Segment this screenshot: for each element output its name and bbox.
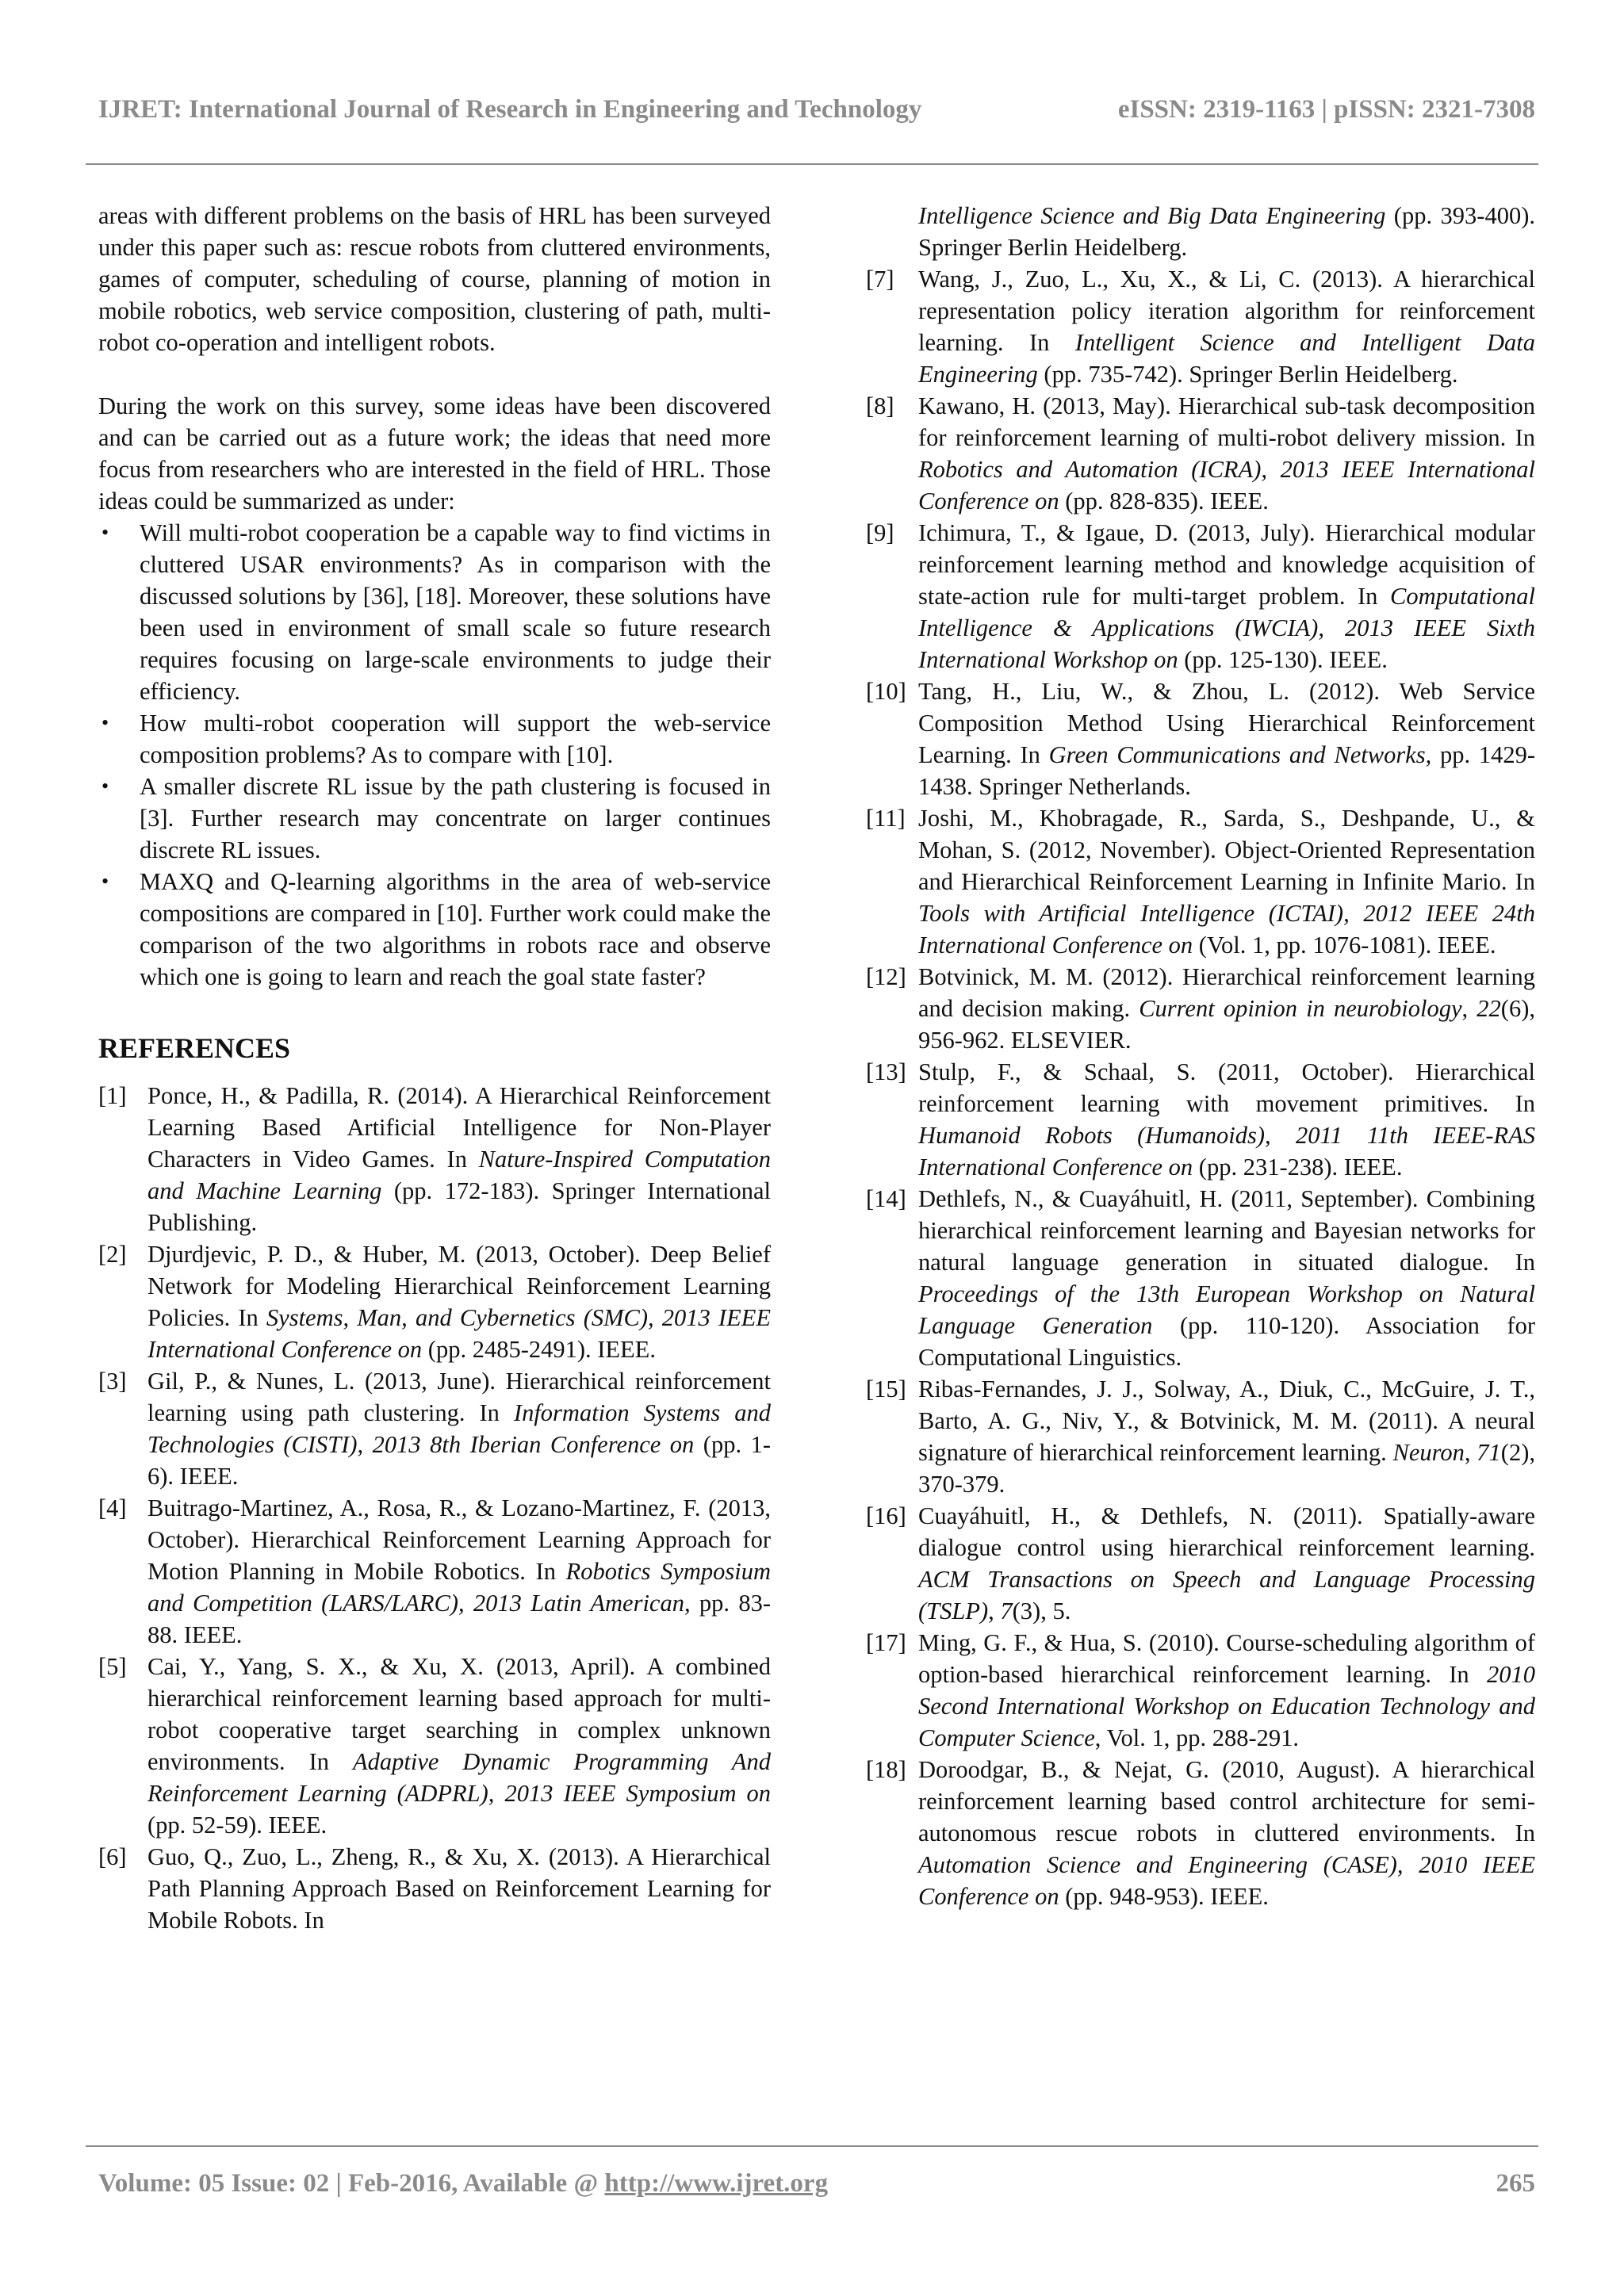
reference-segment: (pp. 735-742). Springer Berlin Heidelberg. xyxy=(1037,361,1458,388)
right-column xyxy=(866,200,1535,1912)
reference-segment: Ichimura, T., & Igaue, D. (2013, July). Hierarchical modular reinforcement learning method and knowledge acquisition of state-action rule for multi-target problem. In xyxy=(918,519,1535,610)
reference-venue: Proceedings of the 13th European Workshop on Natural Language Generation xyxy=(918,1280,1535,1339)
list-item xyxy=(98,866,771,993)
bullet-icon: • xyxy=(102,870,109,893)
reference-segment: , Vol. 1, pp. 288-291. xyxy=(1094,1724,1300,1751)
future-work-list xyxy=(98,517,771,993)
reference-venue: Intelligent Science and Intelligent Data Engineering xyxy=(918,329,1535,388)
reference-venue: 71 xyxy=(1477,1439,1501,1466)
references-heading: REFERENCES xyxy=(98,1032,291,1064)
reference-item xyxy=(866,263,1535,390)
reference-segment: (pp. 231-238). IEEE. xyxy=(1193,1154,1403,1181)
reference-text xyxy=(147,1238,771,1365)
reference-segment: (pp. 172-183). Springer International Publishing. xyxy=(147,1177,771,1236)
reference-segment: Buitrago-Martinez, A., Rosa, R., & Lozano-Martinez, F. (2013, October). Hierarchical Reinforcement Learning Approach for Motion Planning in Mobile Robotics. In xyxy=(147,1494,771,1585)
volume-info: Volume: 05 Issue: 02 | Feb-2016, Available @ xyxy=(98,2169,605,2198)
journal-link[interactable]: http://www.ijret.org xyxy=(604,2169,829,2198)
reference-segment: Dethlefs, N., & Cuayáhuitl, H. (2011, September). Combining hierarchical reinforcement learning and Bayesian networks for natural language generation in situated dialogue. In xyxy=(918,1185,1535,1276)
reference-number: [10] xyxy=(866,678,906,705)
body-paragraph: areas with different problems on the basis of HRL has been surveyed under this paper such as: rescue robots from cluttered environments, games of computer, scheduling of course, planning of motion in mobile robotics, web service composition, clustering of path, multi-robot co-operation and intelligent robots. xyxy=(98,202,771,356)
reference-venue: Information Systems and Technologies (CISTI), 2013 8th Iberian Conference on xyxy=(147,1399,771,1458)
reference-segment: (3), 5. xyxy=(1012,1598,1071,1624)
bullet-icon: • xyxy=(102,775,109,798)
footer-volume xyxy=(98,2169,828,2198)
reference-segment: Tang, H., Liu, W., & Zhou, L. (2012). Web Service Composition Method Using Hierarchical Reinforcement Learning. In xyxy=(918,678,1535,768)
list-item xyxy=(98,771,771,866)
reference-segment: Gil, P., & Nunes, L. (2013, June). Hierarchical reinforcement learning using path clustering. In xyxy=(147,1368,771,1426)
reference-venue: 22 xyxy=(1477,995,1501,1022)
reference-segment: , pp. 83-88. IEEE. xyxy=(147,1590,771,1648)
reference-number: [17] xyxy=(866,1629,906,1656)
reference-item xyxy=(866,200,1535,263)
body-paragraph: During the work on this survey, some ideas have been discovered and can be carried out as a future work; the ideas that need more focus from researchers who are interested in the field of HRL. Those ideas could be summarized as under: xyxy=(98,392,771,515)
journal-title: IJRET: International Journal of Research in Engineering and Technology xyxy=(98,95,922,124)
reference-item xyxy=(98,1492,771,1651)
reference-number: [9] xyxy=(866,519,894,546)
reference-segment: , xyxy=(988,1598,1001,1624)
reference-segment: Cai, Y., Yang, S. X., & Xu, X. (2013, April). A combined hierarchical reinforcement learning based approach for multi-robot cooperative target searching in complex unknown environments. In xyxy=(147,1653,771,1775)
reference-segment: (pp. 2485-2491). IEEE. xyxy=(422,1336,656,1363)
reference-number: [12] xyxy=(866,963,906,990)
reference-item xyxy=(866,1056,1535,1183)
reference-number: [14] xyxy=(866,1185,906,1212)
reference-text xyxy=(918,1627,1535,1754)
reference-segment: Cuayáhuitl, H., & Dethlefs, N. (2011). Spatially-aware dialogue control using hierarchical reinforcement learning. xyxy=(918,1502,1535,1561)
reference-segment: , xyxy=(1461,995,1477,1022)
reference-text xyxy=(918,1056,1535,1183)
reference-venue: Humanoid Robots (Humanoids), 2011 11th IEEE-RAS International Conference on xyxy=(918,1122,1535,1181)
reference-item xyxy=(98,1238,771,1365)
reference-segment: Kawano, H. (2013, May). Hierarchical sub-task decomposition for reinforcement learning of multi-robot delivery mission. In xyxy=(918,392,1535,451)
reference-segment: , xyxy=(1464,1439,1477,1466)
reference-number: [4] xyxy=(98,1494,127,1521)
reference-segment: (pp. 52-59). IEEE. xyxy=(147,1812,327,1839)
reference-item xyxy=(866,1183,1535,1373)
reference-text xyxy=(918,263,1535,390)
reference-text xyxy=(147,1841,771,1936)
reference-number: [8] xyxy=(866,392,894,419)
footer-divider xyxy=(86,2145,1538,2147)
reference-text xyxy=(918,1754,1535,1912)
reference-text xyxy=(918,1373,1535,1500)
page-header xyxy=(98,95,1535,124)
reference-item xyxy=(866,1500,1535,1627)
reference-number: [18] xyxy=(866,1756,906,1783)
reference-segment: (pp. 110-120). Association for Computational Linguistics. xyxy=(918,1312,1535,1371)
reference-segment: Guo, Q., Zuo, L., Zheng, R., & Xu, X. (2013). A Hierarchical Path Planning Approach Based on Reinforcement Learning for Mobile Robots. In xyxy=(147,1843,771,1934)
reference-item xyxy=(866,1373,1535,1500)
list-item-text: Will multi-robot cooperation be a capable way to find victims in cluttered USAR environments? As in comparison with the discussed solutions by [36], [18]. Moreover, these solutions have been used in environment of small scale so future research requires focusing on large-scale environments to judge their efficiency. xyxy=(140,519,771,705)
issn-label: eISSN: 2319-1163 | pISSN: 2321-7308 xyxy=(1117,95,1535,124)
header-divider xyxy=(86,163,1538,165)
reference-list xyxy=(98,1080,771,1936)
reference-text xyxy=(918,1500,1535,1627)
reference-venue: Intelligence Science and Big Data Engineering xyxy=(918,202,1386,229)
reference-segment: (6), 956-962. ELSEVIER. xyxy=(918,995,1535,1054)
reference-venue: Tools with Artificial Intelligence (ICTAI), 2012 IEEE 24th International Conference on xyxy=(918,900,1535,959)
list-item-text: How multi-robot cooperation will support the web-service composition problems? As to compare with [10]. xyxy=(140,710,771,768)
reference-text xyxy=(147,1492,771,1651)
reference-segment: Botvinick, M. M. (2012). Hierarchical reinforcement learning and decision making. xyxy=(918,963,1535,1022)
reference-item xyxy=(98,1080,771,1238)
reference-number: [13] xyxy=(866,1058,906,1085)
page-footer xyxy=(98,2169,1535,2198)
left-column xyxy=(98,200,771,1936)
reference-segment: (pp. 1-6). IEEE. xyxy=(147,1431,771,1490)
reference-text xyxy=(918,517,1535,675)
list-item xyxy=(98,707,771,771)
list-item-text: MAXQ and Q-learning algorithms in the area of web-service compositions are compared in [10]. Further work could make the comparison of the two algorithms in robots race and observe which one is going to learn and reach the goal state faster? xyxy=(140,868,771,990)
reference-item xyxy=(866,802,1535,961)
reference-text xyxy=(147,1365,771,1492)
reference-item xyxy=(866,517,1535,675)
reference-item xyxy=(866,1627,1535,1754)
reference-venue: Robotics Symposium and Competition (LARS/LARC), 2013 Latin American xyxy=(147,1558,772,1617)
reference-segment: Ribas-Fernandes, J. J., Solway, A., Diuk, C., McGuire, J. T., Barto, A. G., Niv, Y., & Botvinick, M. M. (2011). A neural signature of hierarchical reinforcement learning. xyxy=(918,1376,1535,1466)
reference-venue: Nature-Inspired Computation and Machine Learning xyxy=(147,1146,771,1204)
reference-number: [5] xyxy=(98,1653,127,1680)
reference-text xyxy=(918,390,1535,517)
reference-list xyxy=(866,200,1535,1912)
reference-venue: Computational Intelligence & Applications (IWCIA), 2013 IEEE Sixth International Workshop on xyxy=(918,583,1535,673)
reference-text xyxy=(147,1651,771,1841)
reference-segment: pp. 1429-1438. Springer Netherlands. xyxy=(918,741,1535,800)
reference-venue: 2010 Second International Workshop on Education Technology and Computer Science xyxy=(918,1661,1535,1751)
reference-number: [6] xyxy=(98,1843,127,1870)
reference-venue: Automation Science and Engineering (CASE), 2010 IEEE Conference on xyxy=(918,1851,1535,1910)
reference-segment: (Vol. 1, pp. 1076-1081). IEEE. xyxy=(1193,932,1496,959)
reference-number: [1] xyxy=(98,1082,127,1109)
reference-venue: Adaptive Dynamic Programming And Reinforcement Learning (ADPRL), 2013 IEEE Symposium on xyxy=(147,1748,771,1807)
list-item-text: A smaller discrete RL issue by the path clustering is focused in [3]. Further research may concentrate on larger continues discrete RL issues. xyxy=(140,773,771,863)
reference-segment: (pp. 125-130). IEEE. xyxy=(1178,646,1388,673)
reference-number: [15] xyxy=(866,1376,906,1402)
reference-item xyxy=(866,1754,1535,1912)
reference-text xyxy=(918,802,1535,961)
reference-number: [2] xyxy=(98,1241,127,1268)
reference-venue: Robotics and Automation (ICRA), 2013 IEEE International Conference on xyxy=(918,456,1535,515)
reference-text xyxy=(147,1080,771,1238)
reference-item xyxy=(98,1841,771,1936)
reference-segment: Ponce, H., & Padilla, R. (2014). A Hierarchical Reinforcement Learning Based Artificial Intelligence for Non-Player Characters in Video Games. In xyxy=(147,1082,771,1173)
reference-number: [7] xyxy=(866,266,894,293)
reference-venue: Current opinion in neurobiology xyxy=(1139,995,1462,1022)
reference-number: [11] xyxy=(866,805,906,832)
reference-number: [16] xyxy=(866,1502,906,1529)
reference-segment: (pp. 393-400). Springer Berlin Heidelberg. xyxy=(918,202,1535,261)
reference-venue: Systems, Man, and Cybernetics (SMC), 2013 IEEE International Conference on xyxy=(147,1304,771,1363)
reference-text xyxy=(918,200,1535,263)
reference-number xyxy=(866,200,918,263)
reference-segment: Wang, J., Zuo, L., Xu, X., & Li, C. (2013). A hierarchical representation policy iteration algorithm for reinforcement learning. In xyxy=(918,266,1535,356)
reference-segment: Joshi, M., Khobragade, R., Sarda, S., Deshpande, U., & Mohan, S. (2012, November). Object-Oriented Representation and Hierarchical Reinforcement Learning in Infinite Mario. In xyxy=(918,805,1535,895)
reference-segment: Djurdjevic, P. D., & Huber, M. (2013, October). Deep Belief Network for Modeling Hierarchical Reinforcement Learning Policies. In xyxy=(147,1241,771,1331)
reference-segment: Ming, G. F., & Hua, S. (2010). Course-scheduling algorithm of option-based hierarchical reinforcement learning. In xyxy=(918,1629,1535,1688)
reference-segment: (2), 370-379. xyxy=(918,1439,1535,1498)
reference-segment: Doroodgar, B., & Nejat, G. (2010, August). A hierarchical reinforcement learning based control architecture for semi-autonomous rescue robots in cluttered environments. In xyxy=(918,1756,1535,1846)
reference-text xyxy=(918,1183,1535,1373)
reference-venue: Neuron xyxy=(1392,1439,1465,1466)
reference-text xyxy=(918,961,1535,1056)
reference-segment: (pp. 828-835). IEEE. xyxy=(1059,488,1269,515)
reference-number: [3] xyxy=(98,1368,127,1395)
reference-venue: 7 xyxy=(1000,1598,1013,1624)
reference-item xyxy=(866,961,1535,1056)
reference-venue: ACM Transactions on Speech and Language Processing (TSLP) xyxy=(918,1566,1535,1624)
list-item xyxy=(98,517,771,707)
reference-venue: Green Communications and Networks, xyxy=(1048,741,1432,768)
reference-item xyxy=(98,1365,771,1492)
page-number: 265 xyxy=(1496,2169,1535,2198)
reference-segment: Stulp, F., & Schaal, S. (2011, October). Hierarchical reinforcement learning with movement primitives. In xyxy=(918,1058,1535,1117)
reference-item xyxy=(98,1651,771,1841)
reference-item xyxy=(866,675,1535,802)
reference-item xyxy=(866,390,1535,517)
reference-text xyxy=(918,675,1535,802)
reference-segment: (pp. 948-953). IEEE. xyxy=(1059,1883,1269,1910)
bullet-icon: • xyxy=(102,521,109,544)
bullet-icon: • xyxy=(102,711,109,734)
